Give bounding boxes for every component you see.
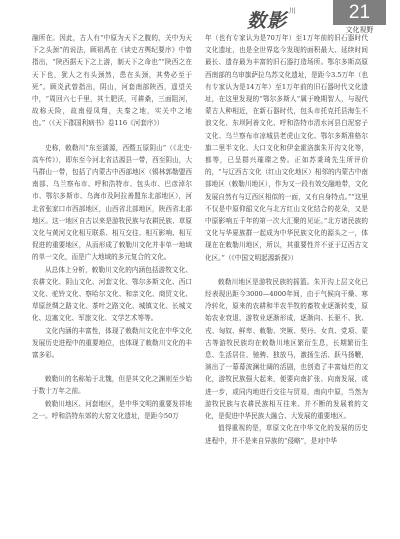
- paragraph: 从总体上分析，敕勒川文化的内涵包括游牧文化、农耕文化、阴山文化、河套文化、鄂尔多斯文化、西口文化、驼铃文化、察哈尔文化、和亲文化、商贸文化、草原丝绸之路文化、茶叶之路文化、城镇文化、长城文化、边塞文化、军旅文化、文学艺术等等。: [32, 265, 192, 323]
- paragraph: 融所在。因此，古人有“中原为天下之腹的，关中为天下之头颈”的说法，顾祖禹在《读史方舆纪要序》中曾指出，“陕西据天下之上游，制天下之命也”“陕西之在天下也，犹人之有头颈然，患在头颈，其势必至于死”。顾炎武曾指出，阴山，河套南部陕西，遥望关中，“周回六七千里，其土肥沃，可耕桑，三面阻河，故称天险，故南侵凤翔，夫秦之地，实关中之地也。”（《天下郡国利病书》卷116《河套序》）: [32, 34, 192, 128]
- logo-sub-text: 川: [289, 7, 298, 15]
- left-column: [32, 32, 192, 422]
- paragraph: 史称，敕勒川“东至濡源，西暨五原阴山”（《北史·高车传》），即东至今河北省沽源县一带，西至阴山，大马群山一带，包括了内蒙古中西部地区（锡林郭勒盟西南部、乌兰察布市、呼和浩特市、包头市、巴彦淖尔市、鄂尔多斯市、乌海市及阿拉善盟东北部地区），河北省张家口市西部地区，山西省北部地区，陕西省北部地区。这一地区自古以来是游牧民族与农耕民族、草原文化与黄河文化相互联系、相互交往、相互影响、相互促进的重要地区，从而形成了敕勒川文化并非单一地域的单一文化，而是广大地域的多元复合的文化。: [32, 143, 192, 262]
- paragraph: 敕勒川的名称始于北魏，但是其文化之渊则至少始于数十万年之前。: [32, 375, 192, 396]
- right-column: [205, 32, 368, 447]
- paragraph: 敕勒川地区是游牧民族的摇篮。朱开沟上层文化已经表现出距今3000—4000年间，由于气候向干燥、寒冷转化，原来的农耕和半农半牧的畜牧业逐渐转变，原始农业衰退，游牧业逐渐形成，逐渐向、长驱不、狄、戎、匈奴、鲜卑、敕勒、突厥、契丹、女真、党项、蒙古等游牧民族均在敕勒川地区繁衍生息，长期繁衍生息、生活居住、驰骋、独放马，激扬生活、跃马扬鞭，演出了一幕幕波澜壮阔的活剧，也创造了丰富灿烂的文化，游牧民族强大起来，便要向南扩张、向南发展，或进一步，或同内地进行交往与贸易，南向中原，当然为游牧民族与农耕民族相互往来、并不断的发展着的文化，是促进中华民族大融合、大发展的重要地区。: [205, 277, 368, 421]
- logo-text: 数影: [247, 10, 288, 32]
- section-title: 文化视野: [345, 27, 374, 34]
- paragraph: 值得重视的是，草原文化在中华文化的发展的历史进程中，并不是来自异族的“侵略”，是对中华: [205, 424, 368, 445]
- page-number: 21: [333, 0, 386, 25]
- paragraph: 年（也有专家认为是70万年）至1万年前的旧石器时代文化遗址，也是全世界迄今发现的面积最大、延续时间最长、遗存最为丰富的旧石器打造场所。鄂尔多斯高原西南部的乌审旗萨拉乌苏文化遗址，是距今3.5万年（也有专家认为是14万年）至1万年前的旧石器时代文化遗址，在这里发现的“鄂尔多斯人”属于晚期智人，与现代蒙古人种相近，在新石器时代，包头市托克托县海生不浪文化、东坝阿善文化、呼和浩特市清水河县白泥窑子文化、乌兰察布市凉城县老虎山文化、鄂尔多斯准格尔旗二里半文化、大口文化和伊金霍洛旗朱开沟文化等，都等，已呈群兴璀璨之势。正如苏秉琦先生所评价的，“与辽西古文化（红山文化地区）相邻的内蒙古中南部地区（敕勒川地区），作为又一段有效交融地带，文化发展自然有与辽西区相似的一面，又有自身特点。”“这里不仅是中原仰韶文化与北方红山文化结合的花朵，又是中原影响五千年的第一次大汇聚的见证。”北方诸民族的文化与华夏族群一起成为中华民族文化的源头之一，体现在在敕勒川地区，所以，其重要性并不亚于辽西古文化区。”（《中国文明起源新探》）: [205, 34, 368, 262]
- paragraph: 敕勒川地区、河套地区，是中华文明的重要发祥地之一。呼和浩特东郊的大窑文化遗址，是距今50万: [32, 399, 192, 420]
- paragraph: 文化内涵的丰富性，体现了敕勒川文化在中华文化发展历史进程中的重要地位，也体现了敕勒川文化的丰富多彩。: [32, 326, 192, 360]
